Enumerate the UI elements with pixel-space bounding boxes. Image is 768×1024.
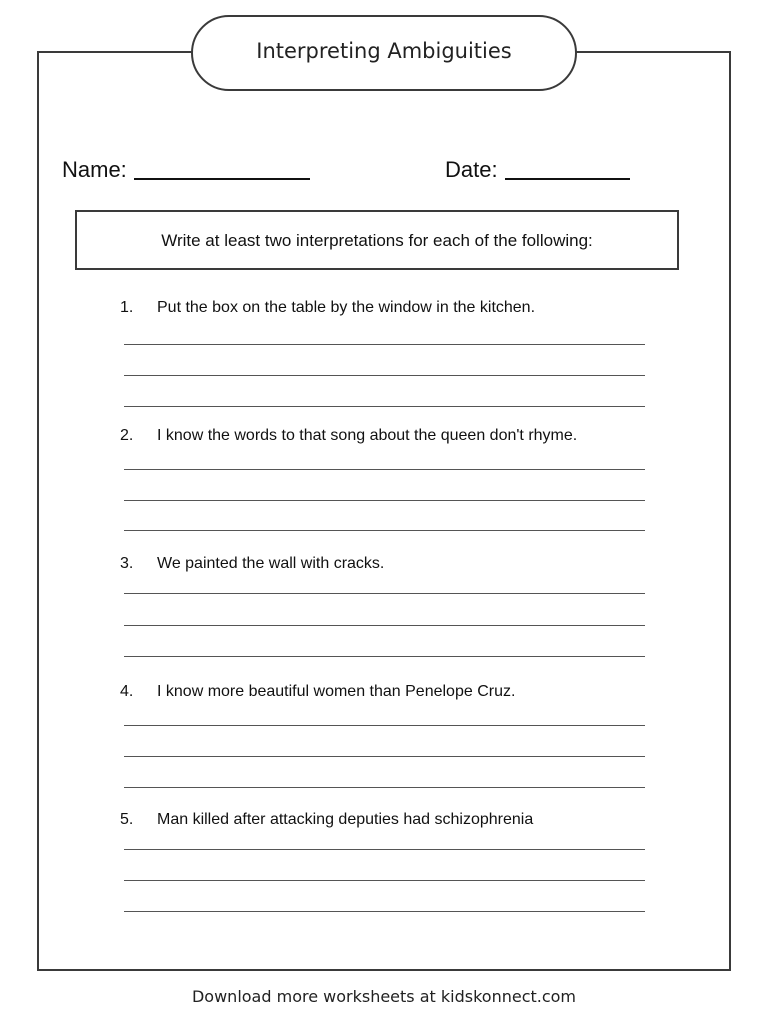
question-text: Man killed after attacking deputies had schizophrenia — [157, 811, 534, 828]
answer-line[interactable] — [124, 849, 645, 850]
date-blank[interactable] — [505, 178, 630, 180]
question-number: 3. — [120, 555, 134, 572]
instruction-text: Write at least two interpretations for each of the following: — [161, 231, 593, 250]
answer-line[interactable] — [124, 880, 645, 881]
worksheet-title: Interpreting Ambiguities — [256, 39, 512, 63]
answer-line[interactable] — [124, 625, 645, 626]
question-number: 4. — [120, 683, 134, 700]
question-text: We painted the wall with cracks. — [157, 555, 385, 572]
date-label: Date: — [445, 157, 498, 182]
answer-line[interactable] — [124, 500, 645, 501]
question-number: 5. — [120, 811, 134, 828]
instruction-box — [75, 210, 679, 270]
answer-line[interactable] — [124, 375, 645, 376]
question-item — [120, 811, 660, 941]
name-label: Name: — [62, 157, 127, 182]
question-item — [120, 299, 660, 429]
question-text: Put the box on the table by the window in the kitchen. — [157, 299, 536, 316]
answer-line[interactable] — [124, 756, 645, 757]
question-item — [120, 555, 660, 685]
answer-line[interactable] — [124, 469, 645, 470]
answer-line[interactable] — [124, 787, 645, 788]
question-number: 2. — [120, 427, 134, 444]
question-item — [120, 683, 660, 813]
answer-line[interactable] — [124, 911, 645, 912]
answer-line[interactable] — [124, 593, 645, 594]
footer-credit: Download more worksheets at kidskonnect.com — [191, 987, 577, 1006]
answer-line[interactable] — [124, 406, 645, 407]
answer-line[interactable] — [124, 725, 645, 726]
name-blank[interactable] — [134, 178, 310, 180]
title-banner — [191, 15, 577, 91]
question-text: I know more beautiful women than Penelope Cruz. — [157, 683, 516, 700]
answer-line[interactable] — [124, 656, 645, 657]
answer-line[interactable] — [124, 344, 645, 345]
question-number: 1. — [120, 299, 134, 316]
question-text: I know the words to that song about the queen don't rhyme. — [157, 427, 578, 444]
question-item — [120, 427, 660, 557]
answer-line[interactable] — [124, 530, 645, 531]
